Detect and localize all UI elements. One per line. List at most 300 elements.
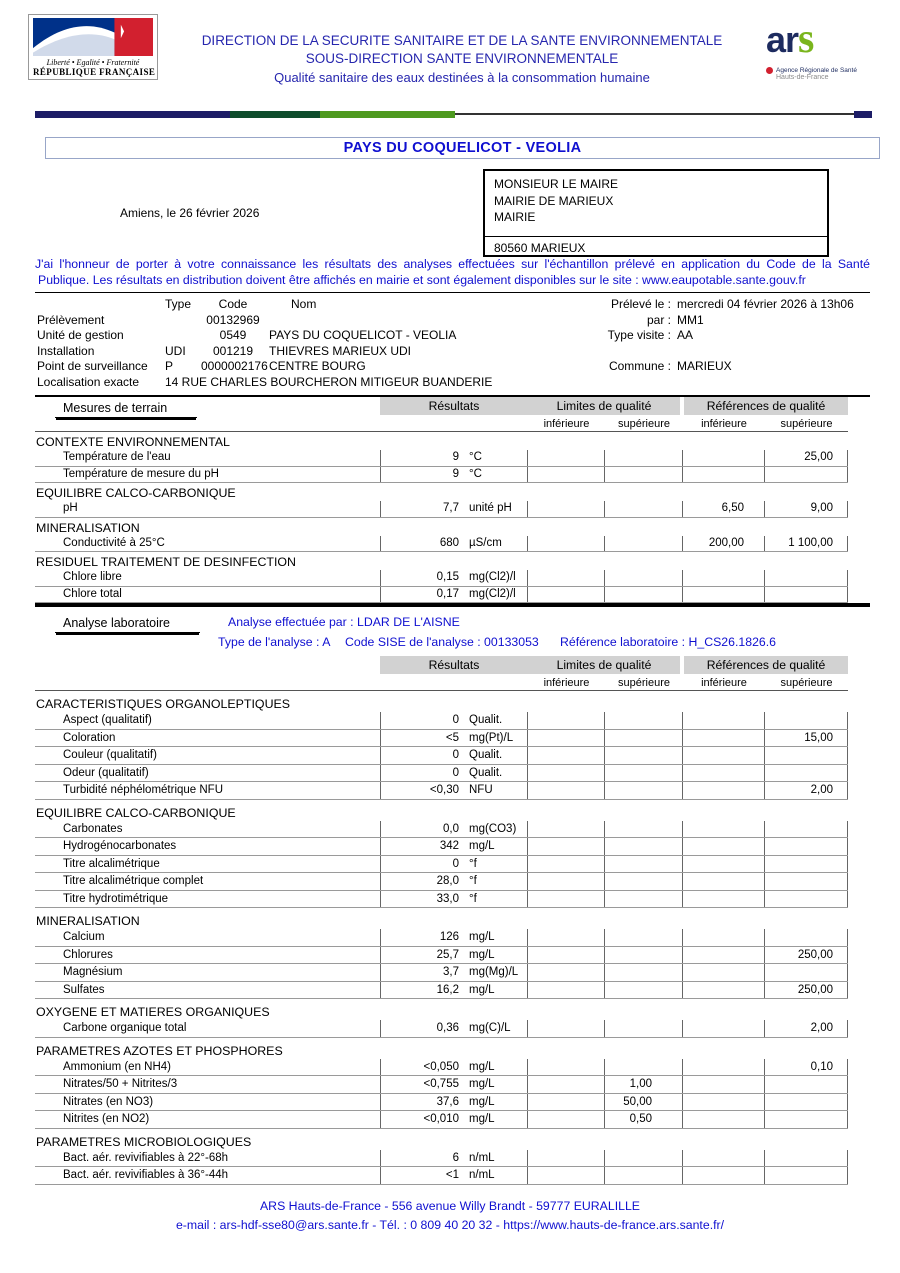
- result-value: <0,30: [429, 784, 459, 796]
- parameter-name: Sulfates: [63, 983, 105, 996]
- result-cell: [380, 947, 528, 964]
- ars-logo-s: s: [798, 16, 815, 62]
- limit-inferieure: [528, 765, 605, 782]
- col-header-code: Code: [218, 297, 248, 311]
- parameter-row: [35, 747, 848, 765]
- result-cell: [380, 450, 528, 466]
- ref-inf-subheader: inférieure: [701, 418, 747, 430]
- result-unit: °f: [469, 875, 477, 887]
- parameter-row: [35, 821, 848, 839]
- result-cell: [380, 1020, 528, 1037]
- result-unit: mg/L: [469, 1060, 495, 1073]
- ars-logo: [766, 14, 884, 81]
- limit-sup-subheader: supérieure: [618, 418, 670, 430]
- ref-inf-subheader: inférieure: [701, 677, 747, 689]
- limit-superieure: [605, 501, 683, 517]
- result-cell: [380, 1076, 528, 1093]
- parameter-name: pH: [63, 502, 78, 514]
- sample-code: 00132969: [206, 312, 260, 327]
- limit-inferieure: [528, 536, 605, 552]
- limit-superieure: [605, 873, 683, 890]
- result-value: 37,6: [436, 1095, 459, 1108]
- reference-superieure: [765, 747, 848, 764]
- parameter-name: Hydrogénocarbonates: [63, 840, 177, 852]
- parameter-row: [35, 570, 848, 587]
- meta-label: par :: [646, 312, 671, 327]
- parameter-row: [35, 964, 848, 982]
- deco-segment-end: [854, 111, 872, 118]
- group-header: MINERALISATION: [36, 914, 140, 928]
- result-unit: unité pH: [469, 502, 512, 514]
- group-header: OXYGENE ET MATIERES ORGANIQUES: [36, 1005, 270, 1019]
- rf-name: RÉPUBLIQUE FRANÇAISE: [33, 67, 156, 77]
- result-cell: [380, 964, 528, 981]
- parameter-row: [35, 1111, 848, 1129]
- sample-meta: [575, 328, 870, 344]
- parameter-row: [35, 873, 848, 891]
- result-unit: mg/L: [469, 948, 495, 961]
- result-cell: [380, 765, 528, 782]
- field-measurements-section: [35, 397, 870, 607]
- table-group-row: [35, 483, 848, 501]
- footer-contact: [0, 1216, 900, 1235]
- deco-segment-darkgreen: [230, 111, 320, 118]
- parameter-row: [35, 1094, 848, 1112]
- group-header: PARAMETRES MICROBIOLOGIQUES: [36, 1134, 252, 1149]
- reference-superieure: [765, 838, 848, 855]
- result-cell: [380, 747, 528, 764]
- result-unit: n/mL: [469, 1151, 495, 1164]
- laboratory-analysis-section: [35, 612, 870, 1185]
- subheader-spacer: [35, 676, 380, 690]
- sample-name: THIEVRES MARIEUX UDI: [269, 343, 412, 358]
- parameter-name: Couleur (qualitatif): [63, 749, 157, 761]
- reference-superieure: [765, 929, 848, 946]
- table-group-row: [35, 432, 848, 450]
- header-title-line1: DIRECTION DE LA SECURITE SANITAIRE ET DE LA SANTE ENVIRONNEMENTALE: [201, 33, 723, 48]
- limit-superieure: [605, 947, 683, 964]
- ars-arrow-icon: [766, 67, 773, 74]
- table-group-row: [35, 1038, 848, 1059]
- result-cell: [380, 1167, 528, 1184]
- reference-superieure: [765, 1150, 848, 1167]
- limit-superieure: [605, 982, 683, 999]
- sample-meta: [575, 359, 870, 375]
- sample-name: PAYS DU COQUELICOT - VEOLIA: [269, 328, 457, 342]
- ars-region-label: Hauts-de-France: [776, 74, 829, 81]
- parameter-row: [35, 587, 848, 604]
- result-unit: Qualit.: [469, 766, 503, 779]
- limit-superieure: [605, 747, 683, 764]
- recipient-divider: [485, 226, 827, 237]
- intro-line2-text: Publique. Les résultats en distribution doivent être affichés en mairie et sont également disponibles sur le site :: [38, 272, 643, 287]
- reference-superieure: [765, 587, 848, 603]
- section-divider: [35, 603, 870, 607]
- table-header-row: [35, 656, 870, 676]
- parameter-name: Chlore libre: [63, 571, 122, 583]
- result-unit: mg(Cl2)/l: [469, 587, 516, 600]
- reference-inferieure: [683, 587, 765, 603]
- result-cell: [380, 501, 528, 517]
- sample-type: [165, 313, 201, 329]
- limit-superieure: [605, 712, 683, 729]
- limit-inferieure: [528, 1059, 605, 1076]
- parameter-name: Ammonium (en NH4): [63, 1060, 171, 1073]
- reference-inferieure: [683, 929, 765, 946]
- result-value: 0,17: [436, 587, 459, 600]
- footer-email-label: e-mail :: [175, 1218, 220, 1232]
- limit-superieure: [605, 782, 683, 799]
- reference-inferieure: [683, 821, 765, 838]
- result-unit: mg(C)/L: [469, 1022, 511, 1034]
- marianne-flag-icon: [33, 18, 153, 56]
- references-header: Références de qualité: [684, 656, 848, 674]
- reference-inferieure: 6,50: [683, 501, 765, 517]
- reference-inferieure: [683, 964, 765, 981]
- limit-inferieure: [528, 982, 605, 999]
- limits-header: Limites de qualité: [528, 397, 680, 415]
- reference-superieure: [765, 891, 848, 908]
- result-value: 3,7: [443, 966, 459, 978]
- limit-inferieure: [528, 1111, 605, 1128]
- table-subheader-row: [35, 417, 848, 432]
- limit-inferieure: [528, 587, 605, 603]
- table-group-row: [35, 1129, 848, 1150]
- parameter-row: [35, 782, 848, 800]
- reference-inferieure: [683, 730, 765, 747]
- reference-superieure: [765, 856, 848, 873]
- result-value: 25,7: [436, 948, 459, 961]
- limit-inferieure: [528, 1020, 605, 1037]
- result-cell: [380, 587, 528, 603]
- ars-logo-word: [766, 16, 884, 65]
- recipient-address-box: [483, 169, 829, 257]
- parameter-name: Carbonates: [63, 822, 123, 835]
- result-unit: °f: [469, 857, 477, 870]
- parameter-name: Nitrites (en NO2): [63, 1113, 150, 1125]
- parameter-name: Calcium: [63, 931, 105, 943]
- limit-inferieure: [528, 873, 605, 890]
- sample-info-row: [35, 328, 870, 344]
- recipient-line: MAIRIE: [494, 210, 536, 224]
- result-unit: NFU: [469, 784, 493, 796]
- result-cell: [380, 1094, 528, 1111]
- limit-superieure: [605, 536, 683, 552]
- result-value: <0,755: [423, 1078, 459, 1090]
- limit-superieure: 1,00: [605, 1076, 683, 1093]
- result-cell: [380, 929, 528, 946]
- sample-code: 0000002176: [201, 359, 268, 373]
- meta-label: Prélevé le :: [610, 297, 671, 311]
- group-header: CARACTERISTIQUES ORGANOLEPTIQUES: [36, 697, 291, 711]
- meta-value: mercredi 04 février 2026 à 13h06: [677, 297, 854, 311]
- group-header: EQUILIBRE CALCO-CARBONIQUE: [36, 486, 236, 500]
- reference-inferieure: 200,00: [683, 536, 765, 552]
- parameter-name: Température de mesure du pH: [63, 467, 219, 480]
- ars-agency-row: [766, 67, 884, 74]
- result-value: 0: [452, 766, 459, 779]
- limit-superieure: [605, 765, 683, 782]
- result-value: 6: [452, 1151, 459, 1164]
- lab-label-row: [35, 612, 870, 634]
- table-group-row: [35, 908, 848, 929]
- parameter-row: [35, 947, 848, 965]
- result-cell: [380, 782, 528, 799]
- result-value: 680: [439, 536, 459, 549]
- result-cell: [380, 873, 528, 890]
- deco-line: [455, 113, 854, 115]
- result-value: <0,050: [423, 1060, 459, 1073]
- result-value: 0: [452, 749, 459, 761]
- references-header: Références de qualité: [684, 397, 848, 415]
- reference-superieure: [765, 964, 848, 981]
- limit-inferieure: [528, 782, 605, 799]
- ref-sup-subheader: supérieure: [780, 677, 833, 689]
- limit-superieure: [605, 450, 683, 466]
- result-unit: °f: [469, 892, 477, 905]
- parameter-row: [35, 1076, 848, 1094]
- reference-inferieure: [683, 1167, 765, 1184]
- result-value: 0,36: [436, 1022, 459, 1034]
- reference-superieure: 2,00: [765, 1020, 848, 1037]
- parameter-row: [35, 765, 848, 783]
- parameter-row: [35, 856, 848, 874]
- meta-value: AA: [677, 328, 694, 342]
- row-label: Localisation exacte: [37, 374, 140, 389]
- sample-info-row: [35, 359, 870, 375]
- reference-inferieure: [683, 1094, 765, 1111]
- intro-line2: [35, 273, 870, 289]
- result-cell: [380, 1150, 528, 1167]
- result-value: 9: [452, 467, 459, 480]
- limit-inferieure: [528, 838, 605, 855]
- limit-inferieure: [528, 501, 605, 517]
- decorative-bar: [35, 110, 872, 118]
- limit-superieure: [605, 570, 683, 586]
- reference-inferieure: [683, 765, 765, 782]
- parameter-name: Conductivité à 25°C: [63, 536, 165, 549]
- result-unit: mg(CO3): [469, 822, 517, 835]
- reference-superieure: [765, 467, 848, 483]
- results-header: Résultats: [380, 397, 528, 415]
- laboratory-analysis-label: Analyse laboratoire: [55, 614, 200, 633]
- limit-inf-subheader: inférieure: [543, 677, 590, 689]
- sample-code: 0549: [219, 328, 247, 342]
- row-label: Unité de gestion: [37, 328, 124, 342]
- ars-agency-label: Agence Régionale de Santé: [776, 67, 857, 74]
- parameter-name: Turbidité néphélométrique NFU: [63, 784, 224, 796]
- sample-type: P: [165, 359, 174, 373]
- parameter-name: Bact. aér. revivifiables à 22°-68h: [63, 1151, 229, 1164]
- reference-superieure: [765, 1076, 848, 1093]
- result-unit: mg(Pt)/L: [469, 731, 514, 744]
- row-label: Prélèvement: [37, 312, 105, 327]
- sample-meta: [575, 313, 870, 329]
- limit-superieure: [605, 730, 683, 747]
- parameter-name: Titre alcalimétrique complet: [63, 875, 204, 887]
- table-group-row: [35, 518, 848, 536]
- result-cell: [380, 856, 528, 873]
- reference-superieure: 15,00: [765, 730, 848, 747]
- reference-inferieure: [683, 856, 765, 873]
- result-value: 0,15: [436, 571, 459, 583]
- meta-label: Type visite :: [607, 328, 671, 342]
- parameter-row: [35, 730, 848, 748]
- rf-motto: Liberté • Egalité • Fraternité: [46, 58, 140, 67]
- parameter-row: [35, 1167, 848, 1185]
- row-value: 14 RUE CHARLES BOURCHERON MITIGEUR BUANDERIE: [165, 374, 493, 389]
- result-unit: mg/L: [469, 931, 495, 943]
- lab-performed-by: Analyse effectuée par : LDAR DE L'AISNE: [228, 615, 460, 629]
- limit-inferieure: [528, 856, 605, 873]
- subheader-spacer: [35, 417, 380, 431]
- limit-inferieure: [528, 964, 605, 981]
- result-unit: Qualit.: [469, 714, 503, 726]
- limit-inferieure: [528, 929, 605, 946]
- limit-superieure: [605, 838, 683, 855]
- result-unit: mg/L: [469, 1113, 495, 1125]
- reference-inferieure: [683, 450, 765, 466]
- reference-superieure: [765, 1111, 848, 1128]
- group-header: EQUILIBRE CALCO-CARBONIQUE: [36, 805, 236, 820]
- document-title: PAYS DU COQUELICOT - VEOLIA: [45, 137, 880, 159]
- result-unit: mg(Mg)/L: [469, 966, 519, 978]
- republique-francaise-logo: [28, 14, 158, 80]
- result-unit: µS/cm: [469, 536, 502, 549]
- limit-inferieure: [528, 730, 605, 747]
- limit-inferieure: [528, 1150, 605, 1167]
- header-title-line2: SOUS-DIRECTION SANTE ENVIRONNEMENTALE: [305, 51, 619, 66]
- reference-inferieure: [683, 1111, 765, 1128]
- parameter-row: [35, 1020, 848, 1038]
- limit-superieure: [605, 856, 683, 873]
- group-header: MINERALISATION: [36, 520, 140, 535]
- limit-superieure: [605, 929, 683, 946]
- reference-superieure: [765, 873, 848, 890]
- sample-code: 001219: [212, 343, 254, 358]
- parameter-name: Magnésium: [63, 966, 123, 978]
- result-value: 342: [439, 840, 459, 852]
- group-header: PARAMETRES AZOTES ET PHOSPHORES: [36, 1043, 283, 1058]
- reference-superieure: [765, 1167, 848, 1184]
- recipient-line: MONSIEUR LE MAIRE: [494, 177, 619, 191]
- parameter-row: [35, 536, 848, 553]
- reference-superieure: [765, 1094, 848, 1111]
- field-measurements-body: [35, 432, 848, 603]
- result-unit: mg/L: [469, 1078, 495, 1090]
- parameter-row: [35, 1059, 848, 1077]
- limit-inferieure: [528, 1076, 605, 1093]
- recipient-line: MAIRIE DE MARIEUX: [494, 193, 614, 208]
- result-cell: [380, 730, 528, 747]
- limit-superieure: [605, 467, 683, 483]
- result-cell: [380, 467, 528, 483]
- deco-segment-green: [320, 111, 455, 118]
- parameter-name: Titre hydrotimétrique: [63, 892, 169, 905]
- result-unit: mg/L: [469, 840, 495, 852]
- reference-inferieure: [683, 570, 765, 586]
- deco-segment-navy: [35, 111, 230, 118]
- reference-inferieure: [683, 747, 765, 764]
- result-cell: [380, 536, 528, 552]
- sample-info-table: [35, 292, 870, 397]
- sample-meta: [575, 297, 870, 313]
- limit-superieure: [605, 1150, 683, 1167]
- limit-inferieure: [528, 1094, 605, 1111]
- reference-inferieure: [683, 838, 765, 855]
- result-value: <0,010: [423, 1113, 459, 1125]
- group-header: RESIDUEL TRAITEMENT DE DESINFECTION: [36, 555, 297, 569]
- footer-address: ARS Hauts-de-France - 556 avenue Willy Brandt - 59777 EURALILLE: [259, 1199, 641, 1213]
- limit-superieure: [605, 821, 683, 838]
- col-header-nom: Nom: [291, 297, 317, 311]
- footer-phone: - Tél. : 0 809 40 20 32 -: [368, 1218, 504, 1232]
- parameter-name: Carbone organique total: [63, 1022, 187, 1034]
- limit-inferieure: [528, 1167, 605, 1184]
- result-value: 7,7: [443, 502, 459, 514]
- ars-logo-text: ar: [766, 19, 799, 60]
- result-unit: °C: [469, 451, 482, 463]
- result-cell: [380, 821, 528, 838]
- parameter-name: Aspect (qualitatif): [63, 714, 152, 726]
- result-value: 9: [452, 451, 459, 463]
- reference-inferieure: [683, 467, 765, 483]
- sample-info-row: [35, 375, 870, 391]
- sample-type: UDI: [165, 343, 186, 358]
- limit-superieure: [605, 587, 683, 603]
- limit-inferieure: [528, 891, 605, 908]
- result-value: <5: [445, 731, 459, 744]
- footer-email-link[interactable]: ars-hdf-sse80@ars.sante.fr: [219, 1218, 369, 1232]
- table-group-row: [35, 999, 848, 1020]
- limit-inferieure: [528, 747, 605, 764]
- result-cell: [380, 1059, 528, 1076]
- section-label-area: [35, 397, 380, 418]
- limit-superieure: [605, 891, 683, 908]
- reference-inferieure: [683, 712, 765, 729]
- reference-superieure: [765, 712, 848, 729]
- parameter-name: Nitrates (en NO3): [63, 1095, 154, 1108]
- limit-superieure: 50,00: [605, 1094, 683, 1111]
- limit-inferieure: [528, 570, 605, 586]
- parameter-row: [35, 838, 848, 856]
- parameter-name: Titre alcalimétrique: [63, 857, 160, 870]
- result-value: 0: [452, 857, 459, 870]
- limit-superieure: [605, 964, 683, 981]
- parameter-name: Bact. aér. revivifiables à 36°-44h: [63, 1169, 229, 1181]
- reference-superieure: 0,10: [765, 1059, 848, 1076]
- sample-info-row: [35, 313, 870, 329]
- result-value: 0: [452, 714, 459, 726]
- table-group-row: [35, 552, 848, 570]
- result-cell: [380, 1111, 528, 1128]
- result-cell: [380, 891, 528, 908]
- page-header: [28, 14, 884, 87]
- limit-inferieure: [528, 712, 605, 729]
- parameter-name: Chlore total: [63, 587, 122, 600]
- field-measurements-label: Mesures de terrain: [55, 399, 197, 418]
- reference-inferieure: [683, 873, 765, 890]
- parameter-row: [35, 450, 848, 467]
- limit-inf-subheader: inférieure: [543, 418, 590, 430]
- footer-website-link[interactable]: https://www.hauts-de-france.ars.sante.fr/: [503, 1218, 725, 1232]
- eaupotable-link[interactable]: www.eaupotable.sante.gouv.fr: [642, 272, 806, 287]
- result-value: 0,0: [443, 822, 459, 835]
- lab-analysis-type: Type de l'analyse : A: [218, 635, 331, 649]
- parameter-name: Coloration: [63, 731, 116, 744]
- reference-superieure: 25,00: [765, 450, 848, 466]
- lab-code-sise: Code SISE de l'analyse : 00133053: [345, 635, 539, 649]
